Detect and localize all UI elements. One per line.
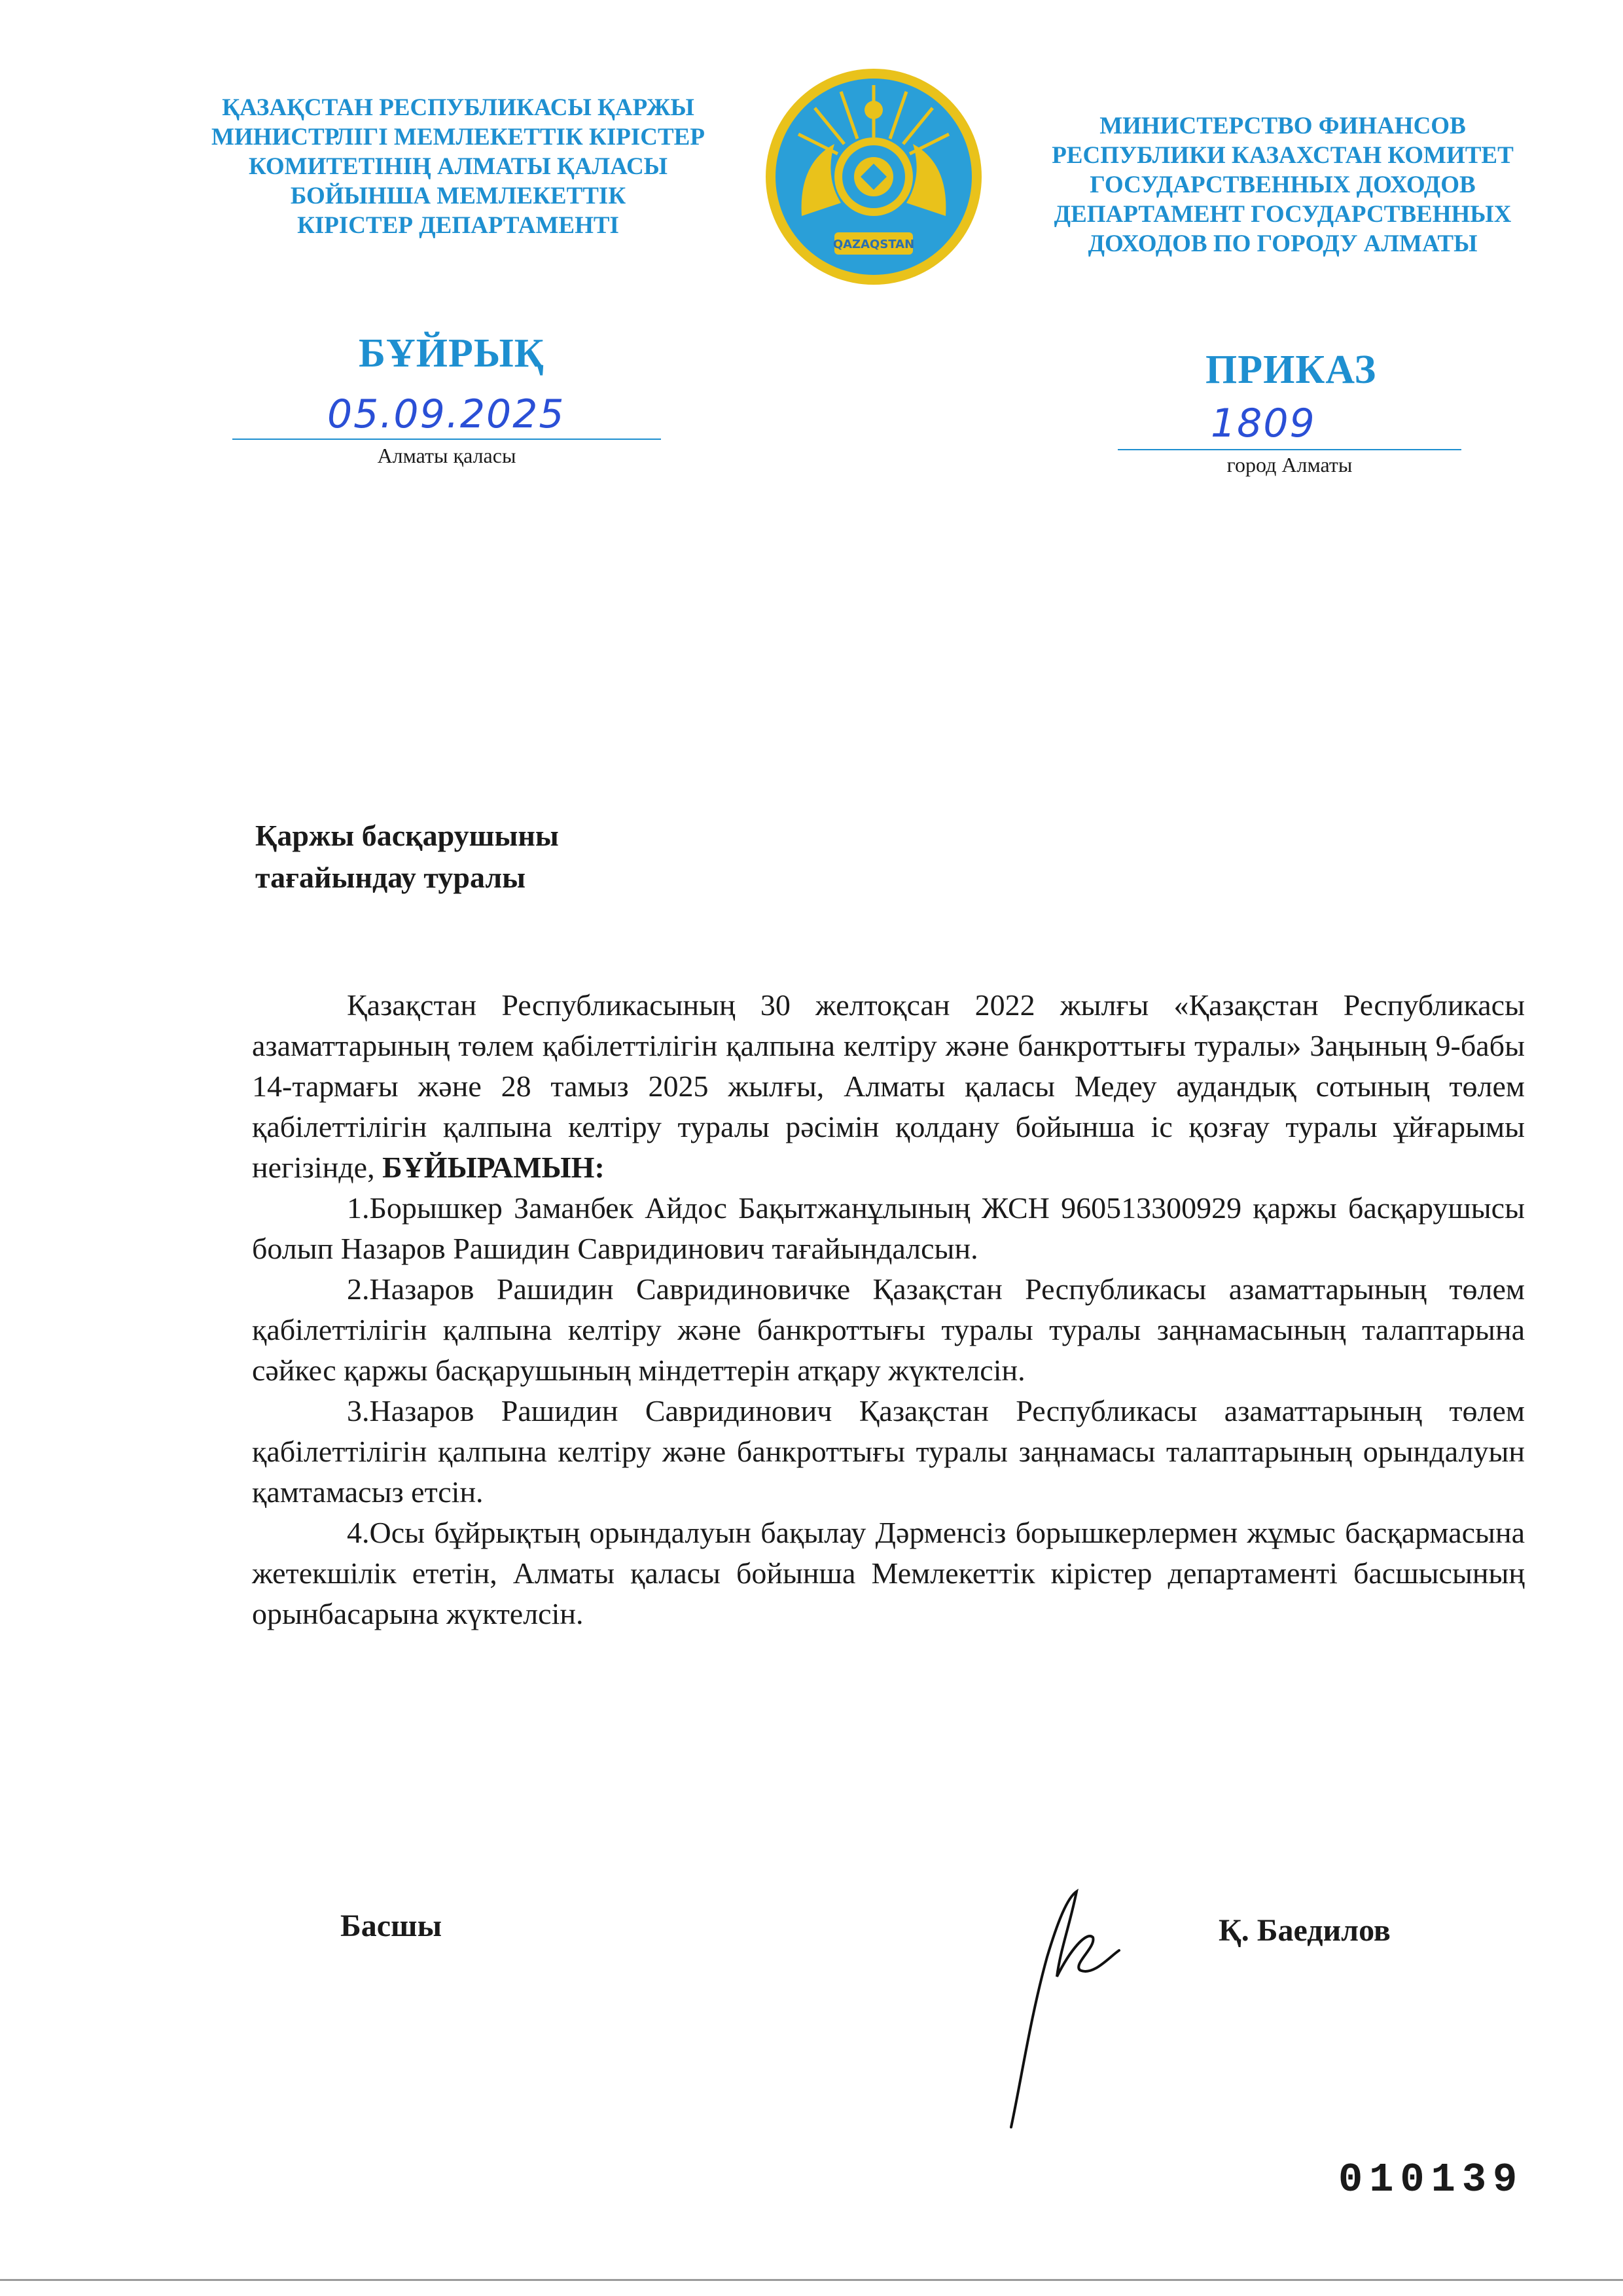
city-kz: Алматы қаласы	[377, 444, 516, 467]
header-left-block	[164, 93, 753, 240]
date-underline	[232, 439, 661, 440]
header-left-line: КІРІСТЕР ДЕПАРТАМЕНТІ	[297, 212, 619, 239]
header-right-line: РЕСПУБЛИКИ КАЗАХСТАН КОМИТЕТ	[1052, 142, 1514, 169]
order-item: 2.Назаров Рашидин Савридиновичке Қазақстан Республикасы азаматтарының төлем қабілеттілігін қалпына келтіру және банкроттығы туралы туралы заңнамасының талаптарына сәйкес қаржы басқарушының міндеттерін атқару жүктелсін.	[252, 1272, 1525, 1387]
signatory-position: Басшы	[340, 1909, 442, 1943]
serial-number: 010139	[1338, 2157, 1524, 2203]
order-item: 3.Назаров Рашидин Савридинович Қазақстан Республикасы азаматтарының төлем қабілеттілігін қалпына келтіру және банкроттығы туралы заңнамасы талаптарының орындалуын қамтамасыз етсін.	[252, 1394, 1525, 1509]
header-right-line: ДЕПАРТАМЕНТ ГОСУДАРСТВЕННЫХ	[1054, 201, 1512, 228]
header-left-line: ҚАЗАҚСТАН РЕСПУБЛИКАСЫ ҚАРЖЫ	[222, 94, 694, 121]
city-ru: город Алматы	[1226, 453, 1353, 476]
header-left-line: КОМИТЕТІНІҢ АЛМАТЫ ҚАЛАСЫ	[248, 153, 668, 180]
order-item: 1.Борышкер Заманбек Айдос Бақытжанұлының ЖСН 960513300929 қаржы басқарушысы болып Назаров Рашидин Савридинович тағайындалсын.	[252, 1191, 1525, 1265]
order-title-kz: БҰЙРЫҚ	[359, 331, 544, 376]
order-title-ru: ПРИКАЗ	[1205, 348, 1377, 392]
handwritten-signature	[995, 1885, 1152, 2134]
header-left-line: БОЙЫНША МЕМЛЕКЕТТІК	[290, 183, 626, 209]
emblem-text: QAZAQSTAN	[832, 238, 915, 251]
preamble-paragraph	[252, 985, 1525, 1188]
order-subject	[255, 815, 844, 899]
subject-line: Қаржы басқарушыны	[255, 819, 559, 852]
order-number: 1809	[1211, 401, 1316, 446]
preamble-text: Қазақстан Республикасының 30 желтоқсан 2022 жылғы «Қазақстан Республикасы азаматтарының төлем қабілеттілігін қалпына келтіру және банкроттығы туралы» Заңының 9-бабы 14-тармағы және 28 тамыз 2025 жылғы, Алматы қаласы Медеу аудандық сотының төлем қабілеттілігін қалпына келтіру туралы рәсімін қолдану бойынша іс қозғау туралы ұйғарымы негізінде,	[252, 988, 1525, 1184]
number-underline	[1118, 449, 1461, 450]
state-emblem-icon	[762, 65, 985, 288]
order-body	[252, 985, 1525, 1634]
header-right-line: ГОСУДАРСТВЕННЫХ ДОХОДОВ	[1090, 171, 1476, 198]
order-item: 4.Осы бұйрықтың орындалуын бақылау Дәрменсіз борышкерлермен жұмыс басқармасына жетекшілік ететін, Алматы қаласы бойынша Мемлекеттік кірістер департаменті басшысының орынбасарына жүктелсін.	[252, 1516, 1525, 1630]
header-right-line: ДОХОДОВ ПО ГОРОДУ АЛМАТЫ	[1088, 230, 1478, 257]
header-right-block	[1011, 111, 1554, 259]
header-left-line: МИНИСТРЛІГІ МЕМЛЕКЕТТІК КІРІСТЕР	[211, 124, 705, 151]
scan-edge-line	[0, 2279, 1623, 2281]
subject-line: тағайындау туралы	[255, 861, 526, 894]
signatory-name: Қ. Баедилов	[1219, 1913, 1391, 1948]
order-word: БҰЙЫРАМЫН:	[382, 1151, 605, 1184]
header-right-line: МИНИСТЕРСТВО ФИНАНСОВ	[1099, 113, 1466, 139]
order-date: 05.09.2025	[327, 391, 565, 437]
